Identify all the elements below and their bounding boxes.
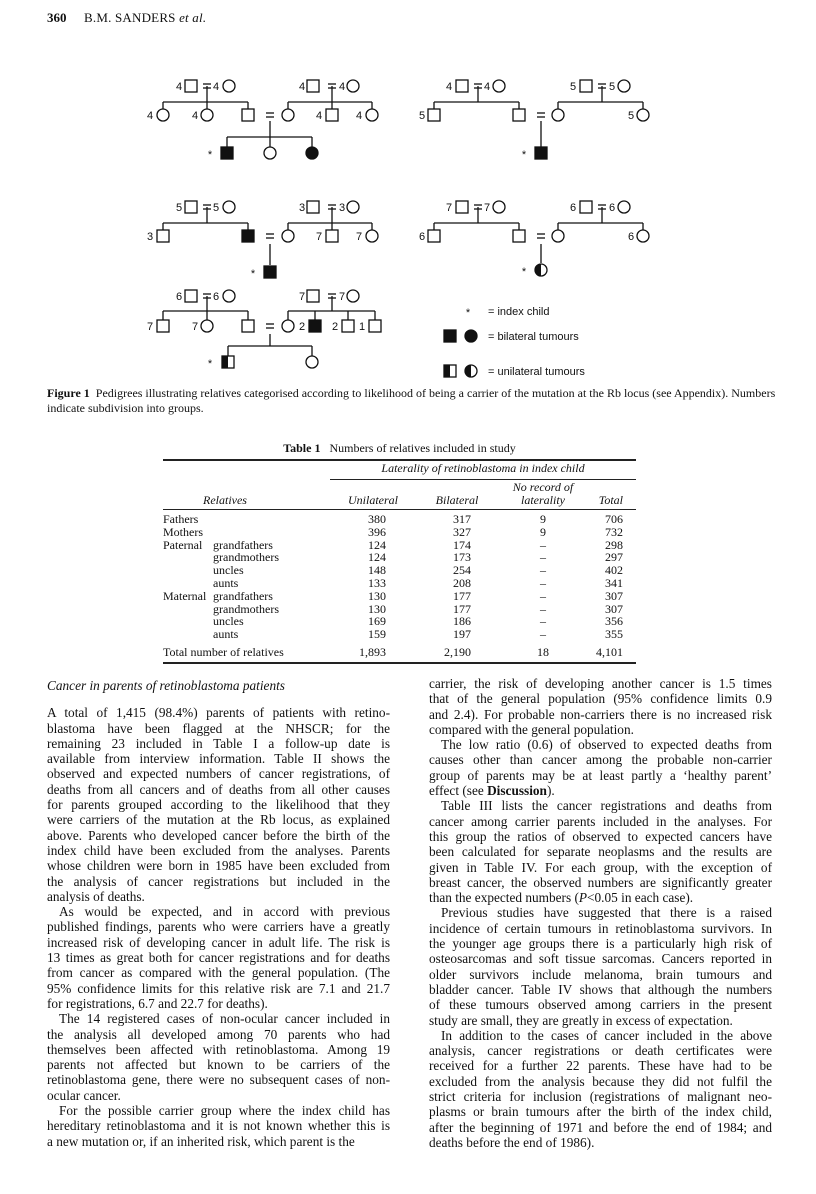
cell-unilateral: 133 [368, 576, 386, 590]
square-icon [157, 230, 169, 242]
table-title-text: Numbers of relatives included in study [329, 441, 516, 455]
text-line: carrier, the risk of developing another cancer is 1.5 times [429, 676, 772, 691]
text-line: been calculated for separate neoplasms and the results are [429, 844, 772, 860]
text-line: deaths before the end of 1986). [429, 1134, 595, 1150]
right-column [429, 676, 772, 1150]
text-line: In addition to the cases of cancer included in the above [441, 1027, 772, 1043]
circle-icon [223, 201, 235, 213]
row-group-label: Mothers [163, 524, 203, 539]
row-relative-label: grandmothers [213, 601, 279, 616]
text-line: Table III lists the cancer registrations and deaths from [441, 798, 772, 814]
table-bottom-rule [163, 662, 636, 664]
cell-unilateral: 124 [368, 550, 386, 565]
text-line: parents not affected but known to be carriers of the [47, 1057, 390, 1073]
circle-icon [306, 356, 318, 368]
square-icon [580, 201, 592, 213]
group-number-label: 7 [191, 321, 199, 333]
text-line: analysis, cancer registrations or death certificates were [429, 1043, 772, 1059]
group-number-label: 5 [608, 81, 616, 93]
col-header-relatives: Relatives [203, 493, 247, 507]
text-line: older survivors include melanoma, brain tumours and [429, 966, 772, 982]
cell-total: 307 [605, 601, 623, 616]
circle-icon [347, 290, 359, 302]
square-icon [307, 201, 319, 213]
square-icon [185, 290, 197, 302]
col-header-bilateral: Bilateral [435, 493, 479, 507]
group-number-label: 4 [445, 81, 453, 93]
text-line: ocular cancer. [47, 1087, 121, 1103]
text-line: analysis of deaths. [47, 888, 145, 904]
left-column [47, 678, 390, 1149]
circle-icon [282, 109, 294, 121]
row-relative-label: aunts [213, 627, 239, 642]
row-relative-label: grandfathers [213, 588, 273, 603]
cell-bilateral: 2,190 [444, 645, 471, 659]
cell-total: 297 [605, 550, 623, 565]
cell-no-record: 9 [540, 524, 546, 539]
circle-icon [637, 109, 649, 121]
group-number-label: 5 [627, 110, 635, 122]
group-number-label: 1 [358, 321, 366, 333]
filled-square-icon [221, 147, 233, 159]
text-line: above. Parents who developed cancer before the birth of the [47, 827, 390, 843]
text-line: that of the general population (95% confidence limits 0.9 [429, 691, 772, 707]
cell-unilateral: 124 [368, 537, 386, 552]
cell-unilateral: 1,893 [359, 645, 386, 659]
cell-bilateral: 208 [453, 576, 471, 590]
group-number-label: 5 [175, 202, 183, 214]
filled-circle-icon [465, 330, 477, 342]
filled-square-icon [309, 320, 321, 332]
circle-icon [223, 80, 235, 92]
text-line: the analysis all developed among 70 parents who had [47, 1026, 390, 1042]
row-group-label: Fathers [163, 512, 199, 526]
text-line: 13 times as great both for cancer registrations and for deaths [47, 950, 390, 966]
text-line: breast cancer, the observed numbers are significantly greater [429, 874, 772, 890]
text-line: a new mutation or, if an inherited risk, which parent is the [47, 1133, 355, 1149]
square-icon [513, 230, 525, 242]
circle-icon [347, 80, 359, 92]
cell-total: 355 [605, 627, 623, 642]
cell-unilateral: 159 [368, 627, 386, 642]
square-icon [342, 320, 354, 332]
cell-unilateral: 169 [368, 614, 386, 629]
figure-caption [47, 386, 777, 416]
group-number-label: 3 [298, 202, 306, 214]
text-line: 95% confidence limits for this relative risk are 7.1 and 21.7 [47, 980, 390, 996]
cell-bilateral: 173 [453, 550, 471, 565]
circle-icon [493, 80, 505, 92]
index-child-star-icon: * [465, 307, 471, 319]
square-icon [157, 320, 169, 332]
cell-bilateral: 317 [453, 512, 471, 526]
text-line: compared with the general population. [429, 721, 634, 737]
group-number-label: 7 [315, 231, 323, 243]
square-icon [580, 80, 592, 92]
cell-unilateral: 148 [368, 563, 386, 578]
cell-no-record: – [540, 550, 546, 565]
legend-unilateral: = unilateral tumours [488, 366, 585, 378]
legend-bilateral: = bilateral tumours [488, 331, 579, 343]
text-line: group of parents may be at least partly a ‘healthy parent’ [429, 767, 772, 783]
group-number-label: 2 [298, 321, 306, 333]
row-relative-label: uncles [213, 563, 244, 578]
text-line: bladder cancer. Table IV shows that although the numbers [429, 981, 772, 997]
text-line: the analysis of cancer registrations but included in the [47, 873, 390, 889]
index-child-star-icon: * [521, 266, 527, 278]
text-line: The low ratio (0.6) of observed to expected deaths from [441, 737, 772, 753]
filled-square-icon [242, 230, 254, 242]
circle-icon [618, 80, 630, 92]
cell-unilateral: 396 [368, 524, 386, 539]
text-line: given in Table IV. For each group, with the exception of [429, 859, 772, 875]
row-group-label: Paternal [163, 537, 203, 552]
text-line: hereditary retinoblastoma and it is not known whether this is [47, 1118, 390, 1134]
square-icon [428, 230, 440, 242]
group-number-label: 4 [338, 81, 346, 93]
group-number-label: 4 [298, 81, 306, 93]
text-line: after the beginning of 1971 and before the end of 1984; and [429, 1119, 772, 1135]
cell-unilateral: 380 [368, 512, 386, 526]
cell-no-record: – [540, 537, 546, 552]
cell-bilateral: 186 [453, 614, 471, 629]
filled-circle-icon [306, 147, 318, 159]
index-child-star-icon: * [521, 149, 527, 161]
filled-square-icon [535, 147, 547, 159]
text-line: were carriers of the mutation at the Rb locus, as explained [47, 812, 390, 828]
circle-icon [282, 320, 294, 332]
circle-icon [223, 290, 235, 302]
group-number-label: 5 [569, 81, 577, 93]
cell-no-record: – [540, 588, 546, 603]
circle-icon [366, 109, 378, 121]
square-icon [326, 109, 338, 121]
group-number-label: 7 [483, 202, 491, 214]
group-number-label: 4 [315, 110, 323, 122]
square-icon [307, 80, 319, 92]
table-title [163, 441, 636, 456]
square-icon [456, 80, 468, 92]
text-line: A total of 1,415 (98.4%) parents of patients with retino- [47, 705, 390, 721]
text-line: from cancer as compared with the general population. (The [47, 965, 390, 981]
circle-icon [637, 230, 649, 242]
row-group-label: Maternal [163, 588, 207, 603]
cell-total: 356 [605, 614, 623, 629]
square-icon [242, 109, 254, 121]
circle-icon [552, 109, 564, 121]
text-line: available from interview information. Table II shows the [47, 751, 390, 767]
text-line: As would be expected, and in accord with previous [59, 904, 390, 920]
text-line: observed and expected numbers of cancer registrations, of [47, 766, 390, 782]
filled-square-icon [444, 330, 456, 342]
cell-no-record: – [540, 576, 546, 590]
cell-total: 402 [605, 563, 623, 578]
group-number-label: 3 [146, 231, 154, 243]
cell-no-record: – [540, 627, 546, 642]
group-number-label: 6 [212, 291, 220, 303]
group-number-label: 4 [146, 110, 154, 122]
square-icon [369, 320, 381, 332]
text-line: for registrations, 6.7 and 22.7 for deaths). [47, 995, 268, 1011]
text-line: whose children were born in 1985 have been excluded from [47, 858, 390, 874]
running-header-authors: B.M. SANDERS [84, 10, 176, 25]
circle-icon [157, 109, 169, 121]
cell-no-record: – [540, 614, 546, 629]
text-line: themselves been affected with retinoblastoma. Among 19 [47, 1041, 390, 1057]
cell-total: 732 [605, 524, 623, 539]
group-number-label: 7 [355, 231, 363, 243]
cell-unilateral: 130 [368, 588, 386, 603]
pedigree-figure [0, 0, 816, 385]
cell-bilateral: 254 [453, 563, 471, 578]
circle-icon [282, 230, 294, 242]
cell-bilateral: 197 [453, 627, 471, 642]
cell-total: 341 [605, 576, 623, 590]
index-child-star-icon: * [207, 149, 213, 161]
group-number-label: 5 [212, 202, 220, 214]
text-line: for parents grouped according to the likelihood that they [47, 797, 390, 813]
group-number-label: 6 [569, 202, 577, 214]
group-number-label: 5 [418, 110, 426, 122]
text-line: and 2.4). For probable non-carriers there is no increased risk [429, 706, 772, 722]
square-icon [456, 201, 468, 213]
text-line: study are small, they are greatly in excess of expectation. [429, 1012, 733, 1028]
cell-unilateral: 130 [368, 601, 386, 616]
text-line: For the possible carrier group where the index child has [59, 1103, 390, 1119]
text-line: cancer among carrier parents included in the analyses. For [429, 813, 772, 829]
cell-total: 706 [605, 512, 623, 526]
cell-no-record: – [540, 563, 546, 578]
index-child-star-icon: * [207, 358, 213, 370]
square-icon [326, 230, 338, 242]
cell-no-record: 18 [537, 645, 549, 659]
group-number-label: 7 [445, 202, 453, 214]
group-number-label: 6 [175, 291, 183, 303]
cell-total: 307 [605, 588, 623, 603]
row-relative-label: aunts [213, 576, 239, 590]
cell-total: 298 [605, 537, 623, 552]
text-line: this group the ratios of observed to expected cancers have [429, 828, 772, 844]
circle-icon [347, 201, 359, 213]
square-icon [242, 320, 254, 332]
half-fill [444, 365, 450, 377]
table-label: Table 1 [283, 441, 321, 455]
circle-icon [201, 320, 213, 332]
table-spanner-rule [330, 479, 636, 480]
total-row-label: Total number of relatives [163, 645, 284, 659]
text-line: Previous studies have suggested that there is a raised [441, 905, 772, 921]
cell-bilateral: 177 [453, 588, 471, 603]
col-header-total: Total [598, 493, 623, 507]
pedigree-lines [163, 84, 643, 356]
circle-icon [493, 201, 505, 213]
group-number-label: 2 [331, 321, 339, 333]
cell-no-record: – [540, 601, 546, 616]
group-number-label: 7 [146, 321, 154, 333]
text-line: index child have been excluded from the analyses. Parents [47, 842, 390, 858]
circle-icon [366, 230, 378, 242]
col-header-no-record-1: No record of [512, 480, 574, 494]
text-line: plasms or brain tumours after the birth of the index child, [429, 1104, 772, 1120]
group-number-label: 4 [191, 110, 199, 122]
running-header-et-al: et al. [179, 10, 207, 25]
square-icon [185, 201, 197, 213]
group-number-label: 7 [298, 291, 306, 303]
text-line: effect (see Discussion). [429, 783, 555, 799]
figure-caption-label: Figure 1 [47, 386, 90, 400]
row-relative-label: grandmothers [213, 550, 279, 565]
group-number-label: 3 [338, 202, 346, 214]
text-line: increased risk of developing cancer in adult life. The risk is [47, 934, 390, 950]
text-line: causes other than cancer among the probable non-carrier [429, 752, 772, 768]
right-column-text [429, 676, 772, 1150]
circle-icon [264, 147, 276, 159]
text-line: remaining 23 included in Table I a follow-up date is [47, 735, 390, 751]
index-child-star-icon: * [250, 268, 256, 280]
text-line: deaths from all cancers and of deaths from all other causes [47, 781, 390, 797]
section-heading: Cancer in parents of retinoblastoma patients [47, 678, 285, 693]
filled-square-icon [264, 266, 276, 278]
group-number-label: 4 [212, 81, 220, 93]
group-number-label: 6 [608, 202, 616, 214]
group-number-label: 4 [355, 110, 363, 122]
circle-icon [618, 201, 630, 213]
text-line: published findings, parents who were carriers have a greatly [47, 919, 390, 935]
table-spanner-header: Laterality of retinoblastoma in index child [381, 461, 585, 475]
text-line: retinoblastoma gene, there were no subsequent cases of non- [47, 1072, 390, 1088]
text-line: The 14 registered cases of non-ocular cancer included in [59, 1011, 390, 1027]
text-line: the younger age groups there is a particularly high risk of [429, 936, 772, 952]
figure-caption-text: Pedigrees illustrating relatives categorised according to likelihood of being a carrier of the mutation at the Rb locus (see Appendix). Numbers indicate subdivision into groups. [47, 386, 776, 415]
circle-icon [552, 230, 564, 242]
group-number-label: 4 [483, 81, 491, 93]
left-column-text [47, 705, 390, 1149]
cell-no-record: 9 [540, 512, 546, 526]
group-number-label: 7 [338, 291, 346, 303]
row-relative-label: grandfathers [213, 537, 273, 552]
group-number-label: 6 [418, 231, 426, 243]
text-line: blastoma have been flagged at the NHSCR; for the [47, 720, 390, 736]
group-number-label: 6 [627, 231, 635, 243]
text-line: incidence of certain tumours in retinoblastoma survivors. In [429, 920, 772, 936]
square-icon [185, 80, 197, 92]
page-number: 360 [47, 10, 67, 25]
square-icon [513, 109, 525, 121]
col-header-unilateral: Unilateral [348, 493, 398, 507]
text-line: received for a further 22 parents. These have had to be [429, 1058, 772, 1074]
cell-bilateral: 174 [453, 537, 471, 552]
circle-icon [201, 109, 213, 121]
table-header-rule [163, 509, 636, 510]
half-fill [222, 356, 228, 368]
legend-index-child: = index child [488, 306, 550, 318]
group-number-label: 4 [175, 81, 183, 93]
text-line: osteosarcomas and soft tissue sarcomas. Cancers reported in [429, 951, 772, 967]
text-line: strict criteria for inclusion (registrations of malignant neo- [429, 1089, 772, 1105]
text-line: than the expected numbers (P<0.05 in each case). [429, 890, 694, 906]
row-relative-label: uncles [213, 614, 244, 629]
square-icon [307, 290, 319, 302]
text-line: excluded from the analysis because they did not fulfil the [429, 1073, 772, 1089]
cell-bilateral: 177 [453, 601, 471, 616]
square-icon [428, 109, 440, 121]
cell-total: 4,101 [596, 645, 623, 659]
text-line: of these tumours observed among carriers in the present [429, 997, 772, 1013]
col-header-no-record-2: laterality [521, 493, 565, 507]
cell-bilateral: 327 [453, 524, 471, 539]
